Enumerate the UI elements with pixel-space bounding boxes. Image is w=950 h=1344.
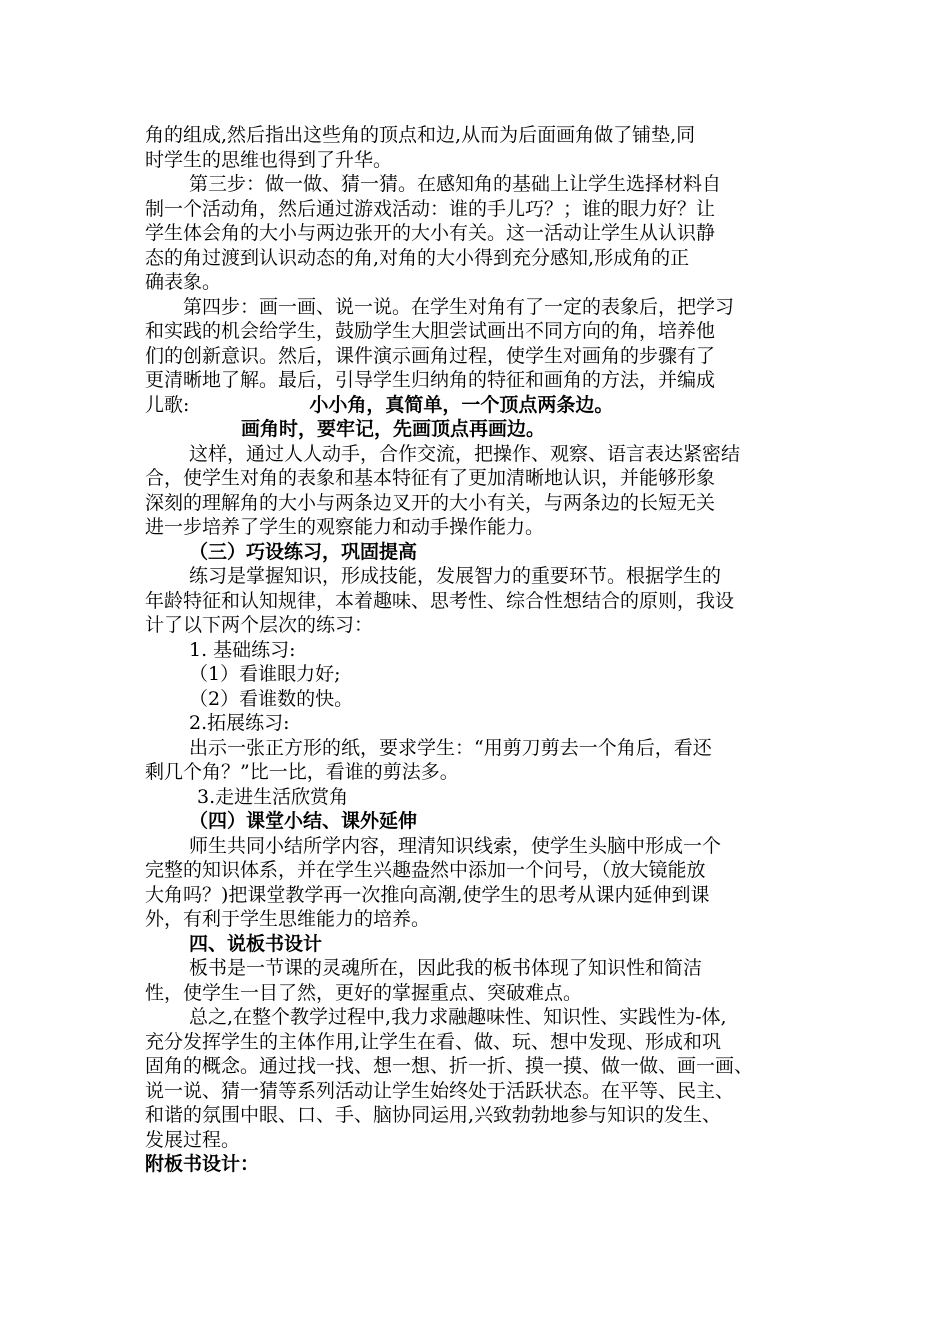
text-line: 第四步：画一画、说一说。在学生对角有了一定的表象后，把学习: [183, 295, 735, 318]
text-line: 确表象。: [145, 271, 222, 293]
text-line: 进一步培养了学生的观察能力和动手操作能力。: [145, 516, 545, 538]
list-item: 3.走进生活欣赏角: [197, 785, 349, 808]
section-heading-3: （三）巧设练习，巩固提高: [189, 540, 418, 563]
text-line: 时学生的思维也得到了升华。: [145, 148, 393, 171]
text-line: 总之,在整个教学过程中,我力求融趣味性、知识性、实践性为-体,: [189, 1006, 727, 1028]
list-item: （2）看谁数的快。: [189, 687, 354, 710]
text-line: 学生体会角的大小与两边张开的大小有关。这一活动让学生从认识静: [145, 222, 716, 244]
text-line: 性，使学生一目了然，更好的掌握重点、突破难点。: [145, 981, 583, 1004]
text-line: 师生共同小结所学内容，理清知识线索，使学生头脑中形成一个: [189, 834, 722, 857]
text-line: 态的角过渡到认识动态的角,对角的大小得到充分感知,形成角的正: [145, 246, 690, 269]
text-line: 和谐的氛围中眼、口、手、脑协同运用,兴致勃勃地参与知识的发生、: [145, 1104, 722, 1126]
song-line-1: [145, 393, 815, 418]
text-line: 更清晰地了解。最后，引导学生归纳角的特征和画角的方法，并编成: [145, 369, 716, 391]
text-line: 制一个活动角，然后通过游戏活动：谁的手儿巧？；谁的眼力好？让: [145, 197, 716, 220]
song-verse-1: 小小角，真简单，一个顶点两条边。: [309, 393, 614, 416]
document-body: [145, 123, 815, 1177]
text-line: 计了以下两个层次的练习：: [145, 614, 374, 636]
song-verse-2: 画角时，要牢记，先画顶点再画边。: [241, 418, 546, 440]
text-line: 外，有利于学生思维能力的培养。: [145, 908, 431, 930]
text-line: 出示一张正方形的纸，要求学生：“用剪刀剪去一个角后，看还: [189, 736, 712, 759]
text-line: 年龄特征和认知规律，本着趣味、思考性、综合性想结合的原则，我设: [145, 589, 735, 612]
text-line: 和实践的机会给学生，鼓励学生大胆尝试画出不同方向的角，培养他: [145, 320, 716, 342]
section-heading-5: 四、说板书设计: [189, 932, 323, 955]
text-line: 板书是一节课的灵魂所在，因此我的板书体现了知识性和简洁: [189, 957, 703, 979]
list-item: （1）看谁眼力好;: [189, 663, 341, 685]
text-line: 深刻的理解角的大小与两条边叉开的大小有关，与两条边的长短无关: [145, 491, 716, 514]
list-item: 2.拓展练习:: [189, 712, 290, 734]
text-line: 们的创新意识。然后，课件演示画角过程，使学生对画角的步骤有了: [145, 344, 716, 367]
song-prefix: 儿歌:: [145, 393, 190, 416]
text-line: 说一说、猜一猜等系列活动让学生始终处于活跃状态。在平等、民主、: [145, 1079, 735, 1102]
text-line: 第三步：做一做、猜一猜。在感知角的基础上让学生选择材料自: [189, 173, 722, 195]
section-heading-4: （四）课堂小结、课外延伸: [189, 810, 418, 832]
section-heading-appendix: 附板书设计：: [145, 1153, 260, 1175]
text-line: 角的组成,然后指出这些角的顶点和边,从而为后面画角做了铺垫,同: [145, 124, 696, 146]
text-line: 合，使学生对角的表象和基本特征有了更加清晰地认识，并能够形象: [145, 467, 716, 489]
text-line: 这样，通过人人动手，合作交流，把操作、观察、语言表达紧密结: [189, 442, 741, 465]
text-line: 固角的概念。通过找一找、想一想、折一折、摸一摸、做一做、画一画、: [145, 1055, 754, 1077]
text-line: 练习是掌握知识，形成技能，发展智力的重要环节。根据学生的: [189, 565, 722, 587]
text-line: 充分发挥学生的主体作用,让学生在看、做、玩、想中发现、形成和巩: [145, 1030, 722, 1053]
text-line: 剩几个角？”比一比，看谁的剪法多。: [145, 761, 459, 783]
text-line: 大角吗？)把课堂教学再一次推向高潮,使学生的思考从课内延伸到课: [145, 883, 710, 906]
text-line: 发展过程。: [145, 1128, 241, 1151]
list-item: 1. 基础练习:: [189, 638, 296, 661]
text-line: 完整的知识体系，并在学生兴趣盎然中添加一个问号，（放大镜能放: [145, 859, 706, 881]
